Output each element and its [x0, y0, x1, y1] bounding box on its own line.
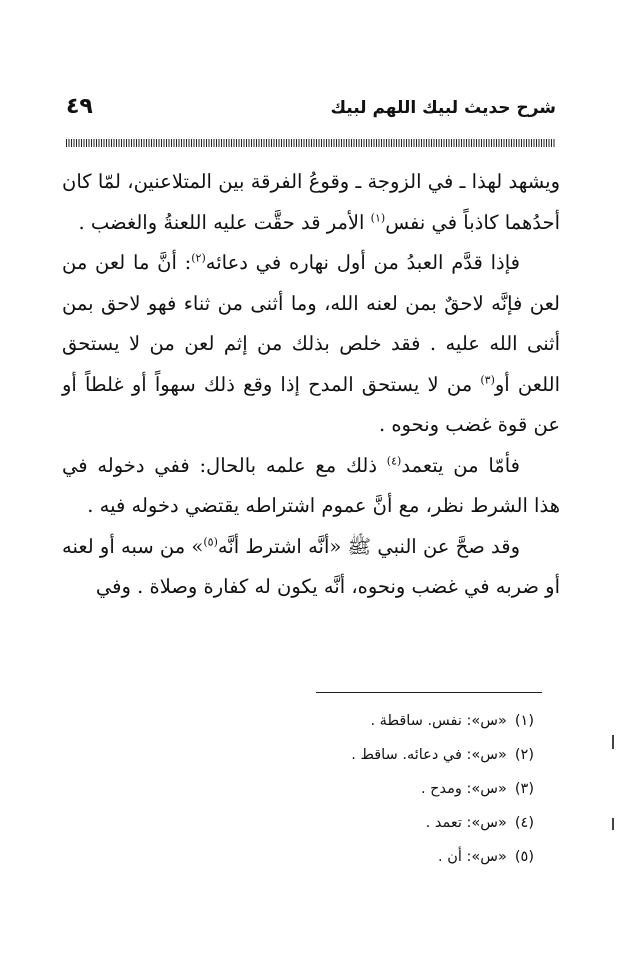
scan-edge-mark: [612, 735, 614, 749]
body-text: [62, 162, 560, 608]
footnote-separator: [316, 692, 542, 693]
page-header: [66, 96, 556, 130]
footnote-4: (٤)«س»: تعمد .: [425, 815, 534, 831]
footnote-ref-5: (٥): [203, 535, 218, 548]
footnote-3: (٣)«س»: ومدح .: [420, 781, 534, 797]
footnote-ref-1: (١): [370, 211, 386, 224]
footnote-ref-3: (٣): [480, 373, 495, 386]
paragraph-3: فأمّا من يتعمد$^{(٤)}$ ذلك مع علمه بالحال: ففي دخوله في هذا الشرط نظر، مع أنَّ عموم اشتراطه يقتضي دخوله فيه .: [62, 453, 560, 517]
footnote-ref-4: (٤): [386, 454, 402, 467]
footnote-ref-2: (٢): [191, 251, 206, 265]
footnote-1: (١)«س»: نفس. ساقطة .: [370, 713, 534, 729]
paragraph-1: ويشهد لهذا ـ في الزوجة ـ وقوعُ الفرقة بين المتلاعنين، لمّا كان أحدُهما كاذباً في نفس$^{(١)}$ الأمر قد حقَّت عليه اللعنةُ والغضب .: [62, 170, 560, 234]
paragraph-2: فإذا قدَّم العبدُ من أول نهاره في دعائه$^{(٢)}$: أنَّ ما لعن من لعن فإنَّه لاحقٌ بمن لعنه الله، وما أثنى من ثناء فهو لاحق بمن أثنى الله عليه . فقد خلص بذلك من إثم لعن من لا يستحق اللعن أو$^{(٣)}$ من لا يستحق المدح إذا وقع ذلك سهواً أو غلطاً أو عن قوة غضب ونحوه .: [62, 251, 560, 436]
header-rule: [66, 139, 556, 147]
running-title: شرح حديث لبيك اللهم لبيك: [330, 98, 556, 118]
footnote-5: (٥)«س»: أن .: [438, 849, 534, 865]
paragraph-4: وقد صحَّ عن النبي ﷺ «أنَّه اشترط أنَّه$^{(٥)}$» من سبه أو لعنه أو ضربه في غضب ونحوه، أنَّه يكون له كفارة وصلاة . وفي: [62, 534, 560, 598]
footnotes: [66, 704, 534, 874]
page-number: ٤٩: [66, 94, 93, 119]
footnote-2: (٢)«س»: في دعائه. ساقط .: [351, 747, 534, 763]
scan-edge-mark: [612, 818, 614, 830]
